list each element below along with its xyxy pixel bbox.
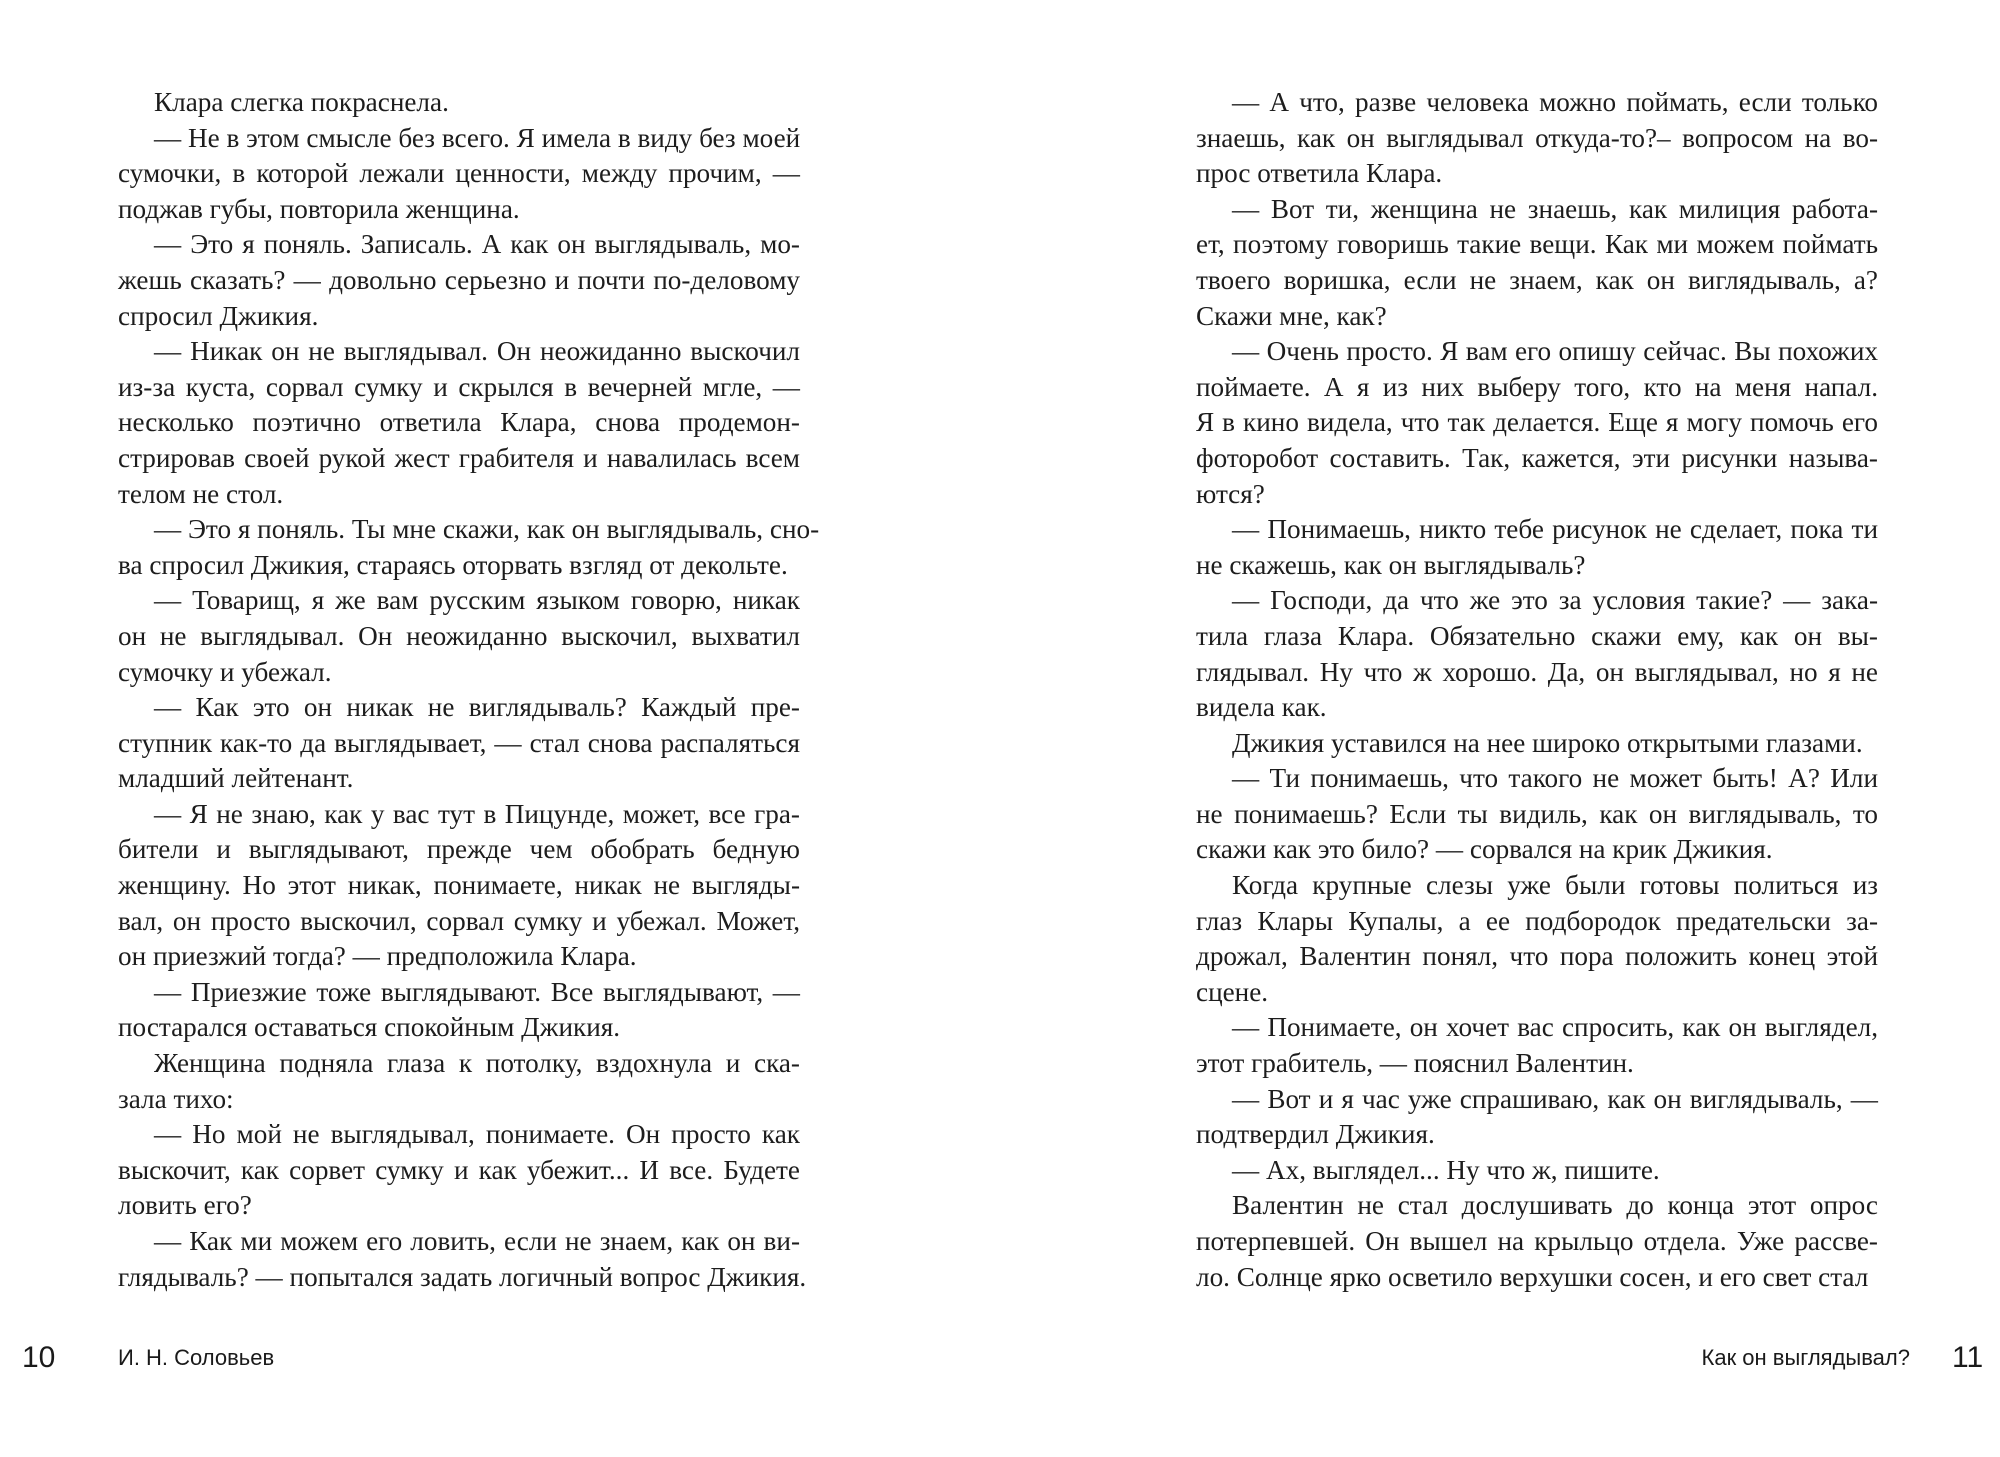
running-head-title: Как он выглядывал? — [1701, 1345, 1910, 1370]
paragraph — [118, 1224, 807, 1295]
text-line: — Очень просто. Я вам его опишу сейчас. Вы похожих — [1232, 336, 1878, 367]
text-line: — Ти понимаешь, что такого не может быть! А? Или — [1232, 763, 1878, 794]
text-line: — Вот ти, женщина не знаешь, как милиция работа- — [1232, 193, 1878, 224]
paragraph — [1196, 512, 1878, 583]
text-line: Я в кино видела, что так делается. Еще я могу помочь его — [1196, 407, 1878, 438]
text-line: фоторобот составить. Так, кажется, эти рисунки называ- — [1196, 442, 1878, 473]
text-line: сцене. — [1196, 976, 1269, 1007]
body-text — [1196, 85, 1878, 1295]
paragraph — [1196, 868, 1878, 1010]
text-line: этот грабитель, — пояснил Валентин. — [1196, 1048, 1634, 1079]
paragraph — [118, 227, 800, 334]
paragraph — [118, 797, 800, 975]
paragraph — [1196, 334, 1878, 512]
text-line: Валентин не стал дослушивать до конца этот опрос — [1232, 1190, 1878, 1221]
text-line: твоего воришка, если не знаем, как он виглядываль, а? — [1196, 264, 1878, 295]
running-head-author: И. Н. Соловьев — [118, 1345, 275, 1370]
text-line: несколько поэтично ответила Клара, снова продемон- — [118, 407, 800, 438]
paragraph — [1196, 1153, 1878, 1189]
text-line: знаешь, как он выглядывал откуда-то?– вопросом на во- — [1196, 122, 1878, 153]
text-line: — Понимаете, он хочет вас спросить, как он выглядел, — [1232, 1012, 1878, 1043]
text-line: телом не стол. — [118, 478, 284, 509]
paragraph — [1196, 726, 1878, 762]
paragraph — [1196, 1082, 1878, 1153]
text-line: поджав губы, повторила женщина. — [118, 193, 520, 224]
text-line: младший лейтенант. — [118, 763, 354, 794]
text-line: жешь сказать? — довольно серьезно и почти по-деловому — [118, 264, 800, 295]
right-page — [1000, 0, 2000, 1457]
text-line: — Ах, выглядел... Ну что ж, пишите. — [1232, 1154, 1660, 1185]
paragraph — [118, 1117, 800, 1224]
text-line: ва спросил Джикия, стараясь оторвать взгляд от декольте. — [118, 549, 788, 580]
text-line: поймаете. А я из них выберу того, кто на меня напал. — [1196, 371, 1878, 402]
text-line: сумочки, в которой лежали ценности, между прочим, — — [118, 158, 800, 189]
text-line: не понимаешь? Если ты видиль, как он виглядываль, то — [1196, 798, 1878, 829]
paragraph — [1196, 1188, 1878, 1295]
text-line: — Приезжие тоже выглядывают. Все выглядывают, — — [154, 976, 800, 1007]
text-line: ступник как-то да выглядывает, — стал снова распаляться — [118, 727, 800, 758]
text-line: потерпевшей. Он вышел на крыльцо отдела. Уже рассве- — [1196, 1226, 1878, 1256]
text-line: дрожал, Валентин понял, что пора положить конец этой — [1196, 941, 1878, 972]
paragraph — [118, 583, 800, 690]
text-line: глядываль? — попытался задать логичный вопрос Джикия. — [118, 1261, 807, 1292]
text-line: Скажи мне, как? — [1196, 300, 1387, 331]
text-line: тила глаза Клара. Обязательно скажи ему, как он вы- — [1196, 620, 1878, 651]
paragraph — [1196, 1010, 1878, 1081]
text-line: Когда крупные слезы уже были готовы политься из — [1232, 870, 1878, 901]
text-line: глядывал. Ну что ж хорошо. Да, он выглядывал, но я не — [1196, 656, 1878, 687]
paragraph — [118, 975, 800, 1046]
paragraph — [118, 121, 800, 228]
text-line: он не выглядывал. Он неожиданно выскочил, выхватил — [118, 620, 800, 651]
text-line: прос ответила Клара. — [1196, 158, 1443, 189]
text-line: ются? — [1196, 478, 1265, 509]
text-line: он приезжий тогда? — предположила Клара. — [118, 941, 637, 972]
text-line: Клара слегка покраснела. — [154, 87, 449, 117]
text-line: — А что, разве человека можно поймать, если только — [1232, 87, 1878, 117]
text-line: сумочку и убежал. — [118, 656, 332, 687]
text-line: — Вот и я час уже спрашиваю, как он виглядываль, — — [1232, 1083, 1878, 1114]
text-line: — Никак он не выглядывал. Он неожиданно выскочил — [154, 336, 800, 367]
text-line: ет, поэтому говоришь такие вещи. Как ми можем поймать — [1196, 229, 1878, 260]
text-line: Джикия уставился на нее широко открытыми глазами. — [1232, 727, 1863, 758]
text-line: — Я не знаю, как у вас тут в Пицунде, может, все гра- — [154, 798, 800, 829]
page-number: 11 — [1952, 1341, 1984, 1374]
text-line: постарался оставаться спокойным Джикия. — [118, 1012, 621, 1043]
text-line: вал, он просто выскочил, сорвал сумку и убежал. Может, — [118, 905, 800, 936]
body-text — [118, 85, 820, 1295]
paragraph — [118, 690, 800, 797]
text-line: — Это я поняль. Ты мне скажи, как он выглядываль, сно- — [154, 514, 820, 545]
page-number: 10 — [22, 1341, 56, 1374]
paragraph — [118, 85, 800, 121]
text-line: подтвердил Джикия. — [1196, 1119, 1435, 1150]
text-line: — Но мой не выглядывал, понимаете. Он просто как — [154, 1119, 800, 1150]
text-line: женщину. Но этот никак, понимаете, никак не выгляды- — [118, 870, 800, 901]
text-line: ловить его? — [118, 1190, 252, 1221]
paragraph — [1196, 761, 1878, 868]
text-line: не скажешь, как он выглядываль? — [1196, 549, 1586, 580]
text-line: из-за куста, сорвал сумку и скрылся в вечерней мгле, — — [118, 371, 800, 402]
paragraph — [1196, 583, 1878, 725]
text-line: зала тихо: — [118, 1083, 234, 1114]
text-line: — Как ми можем его ловить, если не знаем, как он ви- — [154, 1226, 800, 1256]
paragraph — [1196, 85, 1878, 192]
text-line: видела как. — [1196, 692, 1327, 723]
text-line: ло. Солнце ярко осветило верхушки сосен, и его свет стал — [1196, 1261, 1869, 1292]
text-line: спросил Джикия. — [118, 300, 319, 331]
text-line: — Это я поняль. Записаль. А как он выглядываль, мо- — [154, 229, 800, 260]
text-line: выскочит, как сорвет сумку и как убежит... И все. Будете — [118, 1154, 800, 1185]
text-line: — Не в этом смысле без всего. Я имела в виду без моей — [154, 122, 801, 153]
paragraph — [1196, 192, 1878, 334]
text-line: — Товарищ, я же вам русским языком говорю, никак — [154, 585, 800, 616]
text-line: стрировав своей рукой жест грабителя и навалилась всем — [118, 442, 800, 473]
paragraph — [118, 334, 800, 512]
text-line: — Как это он никак не виглядываль? Каждый пре- — [154, 692, 800, 723]
paragraph — [118, 1046, 800, 1117]
text-line: — Понимаешь, никто тебе рисунок не сделает, пока ти — [1232, 514, 1878, 545]
text-line: глаз Клары Купалы, а ее подбородок предательски за- — [1196, 905, 1878, 936]
text-line: — Господи, да что же это за условия такие? — зака- — [1232, 585, 1878, 616]
paragraph — [118, 512, 820, 583]
text-line: бители и выглядывают, прежде чем обобрать бедную — [118, 834, 800, 865]
text-line: Женщина подняла глаза к потолку, вздохнула и ска- — [154, 1048, 800, 1079]
text-line: скажи как это било? — сорвался на крик Джикия. — [1196, 834, 1773, 865]
